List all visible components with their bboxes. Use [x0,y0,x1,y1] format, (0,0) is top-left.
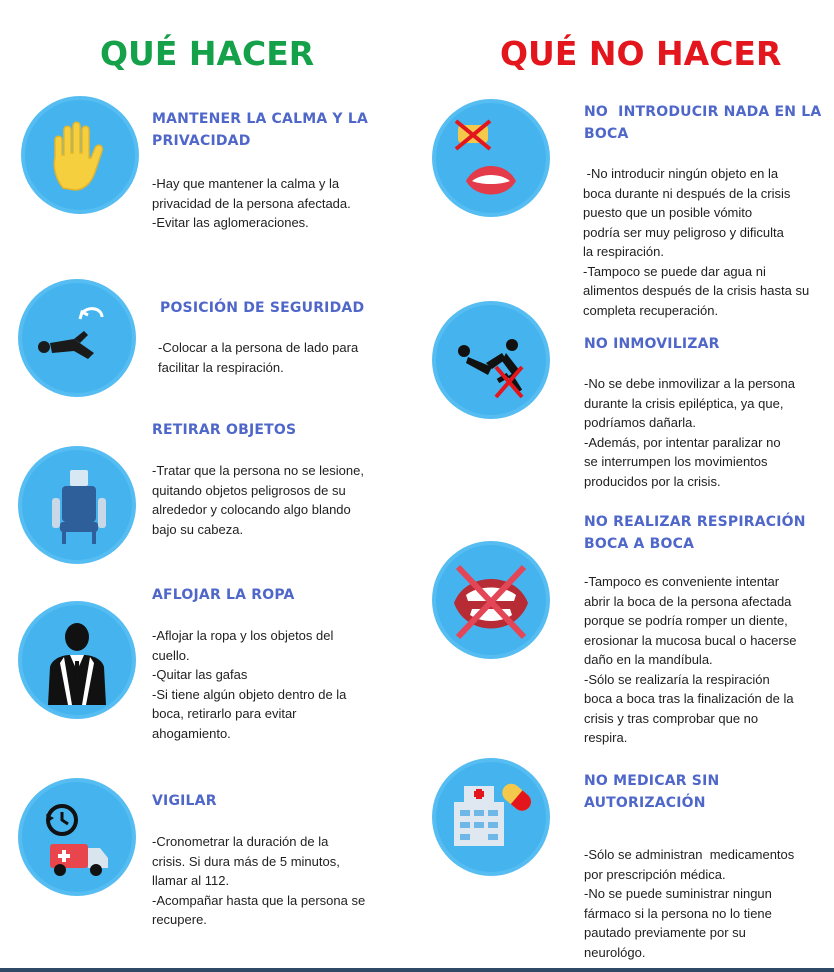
text-line: -No introducir ningún objeto en la [583,166,779,181]
heading-line: RETIRAR OBJETOS [152,422,297,438]
text-line: boca a boca tras la finalización de la [584,691,794,706]
text-line: boca durante ni después de la crisis [583,185,791,201]
dont-item-4-text [584,845,794,962]
text-line: -Sólo se administran medicamentos [584,847,795,862]
dont-item-4-heading [584,770,719,814]
text-line: erosionar la mucosa bucal o hacerse [584,632,797,648]
text-line: bajo su cabeza. [152,521,244,537]
bottom-border [0,968,834,972]
text-line: porque se podría romper un diente, [584,613,788,628]
dont-item-2-text [584,374,795,491]
text-line: facilitar la respiración. [158,359,284,375]
chair-icon [22,450,132,560]
recovery-position-icon [22,283,132,393]
text-line: boca, retirarlo para evitar [152,706,297,721]
no-object-mouth-icon [436,103,546,213]
do-item-4-heading [152,584,295,606]
dont-item-2-heading [584,333,720,355]
text-line: respira. [584,730,628,745]
heading-line: NO INTRODUCIR NADA EN LA [584,104,822,120]
text-line: se interrumpen los movimientos [584,454,768,469]
heading-line: POSICIÓN DE SEGURIDAD [160,300,365,316]
text-line: puesto que un posible vómito [583,205,753,220]
text-line: completa recuperación. [583,302,719,318]
text-line: -Quitar las gafas [152,667,248,682]
text-line: la respiración. [583,244,664,259]
text-line: quitando objetos peligrosos de su [152,482,346,498]
do-item-2-text [158,338,358,377]
text-line: crisis. Si dura más de 5 minutos, [152,853,340,869]
text-line: -Cronometrar la duración de la [152,834,329,849]
text-line: -Si tiene algún objeto dentro de la [152,686,347,702]
do-item-3-text [152,461,364,539]
hospital-pill-icon [436,762,546,872]
heading-line: AFLOJAR LA ROPA [152,587,295,603]
text-line: recupere. [152,912,207,927]
clock-ambulance-icon [22,782,132,892]
text-line: alrededor y colocando algo blando [152,502,351,517]
hand-icon [25,100,135,210]
do-item-4-text [152,626,346,743]
text-line: -Acompañar hasta que la persona se [152,892,366,908]
heading-line: AUTORIZACIÓN [584,795,706,811]
text-line: ahogamiento. [152,725,231,741]
text-line: alimentos después de la crisis hasta su [583,283,810,298]
text-line: daño en la mandíbula. [584,652,713,667]
text-line: -Colocar a la persona de lado para [158,340,359,355]
no-restrain-icon [436,305,546,415]
text-line: -Sólo se realizaría la respiración [584,671,770,687]
text-line: -No se debe inmovilizar a la persona [584,376,795,391]
do-item-3-heading [152,419,296,441]
text-line: -Tampoco se puede dar agua ni [583,263,766,279]
heading-line: NO INMOVILIZAR [584,336,720,352]
dont-item-3-text [584,572,796,748]
dont-item-1-text [583,164,809,320]
text-line: podríamos dañarla. [584,415,697,430]
text-line: -Hay que mantener la calma y la [152,176,340,191]
do-item-1-heading [152,108,368,152]
no-mouth-to-mouth-icon [436,545,546,655]
text-line: crisis y tras comprobar que no [584,710,759,726]
text-line: cuello. [152,647,190,663]
text-line: privacidad de la persona afectada. [152,195,351,211]
text-line: -Tratar que la persona no se lesione, [152,463,364,478]
person-suit-icon [22,605,132,715]
text-line: -Tampoco es conveniente intentar [584,574,780,589]
text-line: abrir la boca de la persona afectada [584,593,792,609]
text-line: durante la crisis epiléptica, ya que, [584,395,784,411]
do-item-5-text [152,832,365,930]
do-item-2-heading [160,297,364,319]
heading-line: BOCA A BOCA [584,536,695,552]
heading-line: PRIVACIDAD [152,133,251,149]
dont-item-3-heading [584,511,806,555]
text-line: -No se puede suministrar ningun [584,886,772,901]
text-line: producidos por la crisis. [584,473,721,489]
text-line: por prescripción médica. [584,866,726,882]
text-line: neurológo. [584,944,646,960]
text-line: -Aflojar la ropa y los objetos del [152,628,334,643]
do-item-5-heading [152,790,217,812]
dont-item-1-heading [584,101,821,145]
heading-line: MANTENER LA CALMA Y LA [152,111,368,127]
text-line: llamar al 112. [152,873,230,888]
text-line: -Evitar las aglomeraciones. [152,215,309,230]
text-line: -Además, por intentar paralizar no [584,434,781,450]
do-item-1-text [152,174,351,233]
text-line: fármaco si la persona no lo tiene [584,905,772,921]
heading-line: VIGILAR [152,793,217,809]
text-line: podría ser muy peligroso y dificulta [583,224,784,240]
heading-line: NO MEDICAR SIN [584,773,720,789]
heading-line: NO REALIZAR RESPIRACIÓN [584,514,806,530]
heading-line: BOCA [584,126,629,142]
do-column-title: QUÉ HACER [100,34,315,73]
dont-column-title: QUÉ NO HACER [500,34,782,73]
text-line: pautado previamente por su [584,925,746,940]
